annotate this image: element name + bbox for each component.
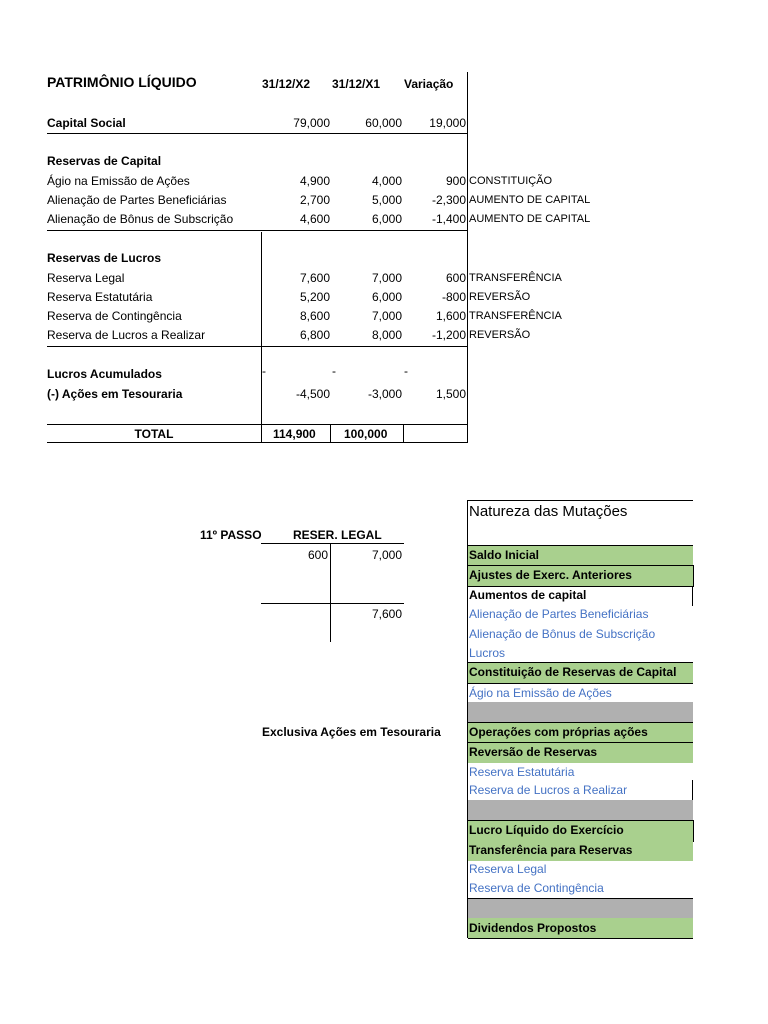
table-row-var: 1,600 <box>435 309 466 323</box>
table-row-x2: 2,700 <box>299 193 330 207</box>
table-row-label: Reserva de Contingência <box>47 309 182 323</box>
natureza-item: Dividendos Propostos <box>469 921 597 935</box>
table-row-note: REVERSÃO <box>469 329 531 341</box>
acoes-tesouraria-label: (-) Ações em Tesouraria <box>47 387 183 401</box>
total-cell-border <box>330 424 331 443</box>
natureza-item: Constituição de Reservas de Capital <box>469 665 677 679</box>
table-row-label: Alienação de Partes Beneficiárias <box>47 193 227 207</box>
natureza-item: Reserva Legal <box>469 862 547 876</box>
t-account-credit-initial: 7,000 <box>371 548 402 562</box>
natureza-item: Reserva de Lucros a Realizar <box>469 783 628 797</box>
divider <box>47 346 468 347</box>
t-account-debit: 600 <box>307 548 328 562</box>
table-row-note: AUMENTO DE CAPITAL <box>469 213 591 225</box>
table-row-label: Reserva de Lucros a Realizar <box>47 328 206 342</box>
table-row-note: TRANSFERÊNCIA <box>469 310 562 322</box>
reservas-capital-heading: Reservas de Capital <box>47 154 162 168</box>
table-row-x2: 4,600 <box>299 212 330 226</box>
total-x2: 114,900 <box>273 427 316 441</box>
t-account-credit-final: 7,600 <box>371 607 402 621</box>
lucros-acumulados-var: - <box>404 364 408 378</box>
table-row-note: REVERSÃO <box>469 291 531 303</box>
table-row-var: -1,400 <box>431 212 466 226</box>
table-row-x1: 4,000 <box>371 174 402 188</box>
band-separator <box>468 800 693 820</box>
total-label: TOTAL <box>134 427 174 441</box>
table-row-label: Alienação de Bônus de Subscrição <box>47 212 234 226</box>
total-x1: 100,000 <box>344 427 388 441</box>
t-account-title: RESER. LEGAL <box>293 528 382 542</box>
band-separator <box>468 702 693 722</box>
table-row-label: Reserva Legal <box>47 271 125 285</box>
acoes-tesouraria-var: 1,500 <box>435 387 466 401</box>
natureza-item: Ágio na Emissão de Ações <box>469 686 612 700</box>
t-account-top-line <box>261 543 404 544</box>
capital-social-x1: 60,000 <box>365 116 402 130</box>
natureza-item: Alienação de Bônus de Subscrição <box>469 627 656 641</box>
table-row-x1: 6,000 <box>371 290 402 304</box>
divider <box>47 230 468 231</box>
table-row-x1: 8,000 <box>371 328 402 342</box>
reservas-lucros-heading: Reservas de Lucros <box>47 251 162 265</box>
natureza-title: Natureza das Mutações <box>469 503 628 520</box>
table-row-x1: 6,000 <box>371 212 402 226</box>
table-row-label: Reserva Estatutária <box>47 290 153 304</box>
divider <box>468 500 693 501</box>
table-row-x2: 8,600 <box>299 309 330 323</box>
table-right-border <box>467 72 468 443</box>
natureza-item: Aumentos de capital <box>469 588 587 602</box>
col-header-x2: 31/12/X2 <box>262 77 311 91</box>
capital-social-label: Capital Social <box>47 116 126 130</box>
table-row-x2: 5,200 <box>299 290 330 304</box>
col-header-x1: 31/12/X1 <box>332 77 381 91</box>
col-header-var: Variação <box>404 77 454 91</box>
t-account-center-line <box>330 543 331 642</box>
natureza-item: Reversão de Reservas <box>469 745 598 759</box>
passo-label: 11º PASSO <box>200 528 262 542</box>
table-row-var: -1,200 <box>431 328 466 342</box>
exclusiva-label: Exclusiva Ações em Tesouraria <box>262 725 441 739</box>
divider <box>47 424 468 425</box>
acoes-tesouraria-x1: -3,000 <box>367 387 402 401</box>
lucros-acumulados-x1: - <box>332 364 336 378</box>
natureza-item: Reserva Estatutária <box>469 765 575 779</box>
table-row-var: 600 <box>445 271 466 285</box>
natureza-item: Operações com próprias ações <box>469 725 648 739</box>
natureza-item: Lucros <box>469 646 506 660</box>
natureza-item: Transferência para Reservas <box>469 843 633 857</box>
natureza-item: Saldo Inicial <box>469 548 540 562</box>
table-row-note: AUMENTO DE CAPITAL <box>469 194 591 206</box>
lucros-acumulados-x2: - <box>262 364 266 378</box>
t-account-total-line <box>261 603 404 604</box>
lucros-acumulados-label: Lucros Acumulados <box>47 367 162 381</box>
table-row-var: -2,300 <box>431 193 466 207</box>
capital-social-x2: 79,000 <box>293 116 330 130</box>
table-row-x1: 7,000 <box>371 309 402 323</box>
table-row-x2: 4,900 <box>299 174 330 188</box>
acoes-tesouraria-x2: -4,500 <box>295 387 330 401</box>
table-row-label: Ágio na Emissão de Ações <box>47 174 190 188</box>
band-separator <box>468 898 693 920</box>
table-row-var: 900 <box>445 174 466 188</box>
natureza-item: Reserva de Contingência <box>469 881 604 895</box>
page-title: PATRIMÔNIO LÍQUIDO <box>47 74 197 90</box>
table-row-x2: 7,600 <box>299 271 330 285</box>
natureza-item: Lucro Líquido do Exercício <box>469 823 624 837</box>
table-row-x1: 5,000 <box>371 193 402 207</box>
table-row-x2: 6,800 <box>299 328 330 342</box>
table-row-var: -800 <box>441 290 466 304</box>
capital-social-var: 19,000 <box>429 116 466 130</box>
total-cell-border <box>403 424 404 443</box>
table-row-note: CONSTITUIÇÃO <box>469 175 553 187</box>
table-row-note: TRANSFERÊNCIA <box>469 272 562 284</box>
divider <box>47 442 468 443</box>
natureza-item: Alienação de Partes Beneficiárias <box>469 607 649 621</box>
divider <box>47 133 468 134</box>
natureza-item: Ajustes de Exerc. Anteriores <box>469 568 632 582</box>
table-row-x1: 7,000 <box>371 271 402 285</box>
